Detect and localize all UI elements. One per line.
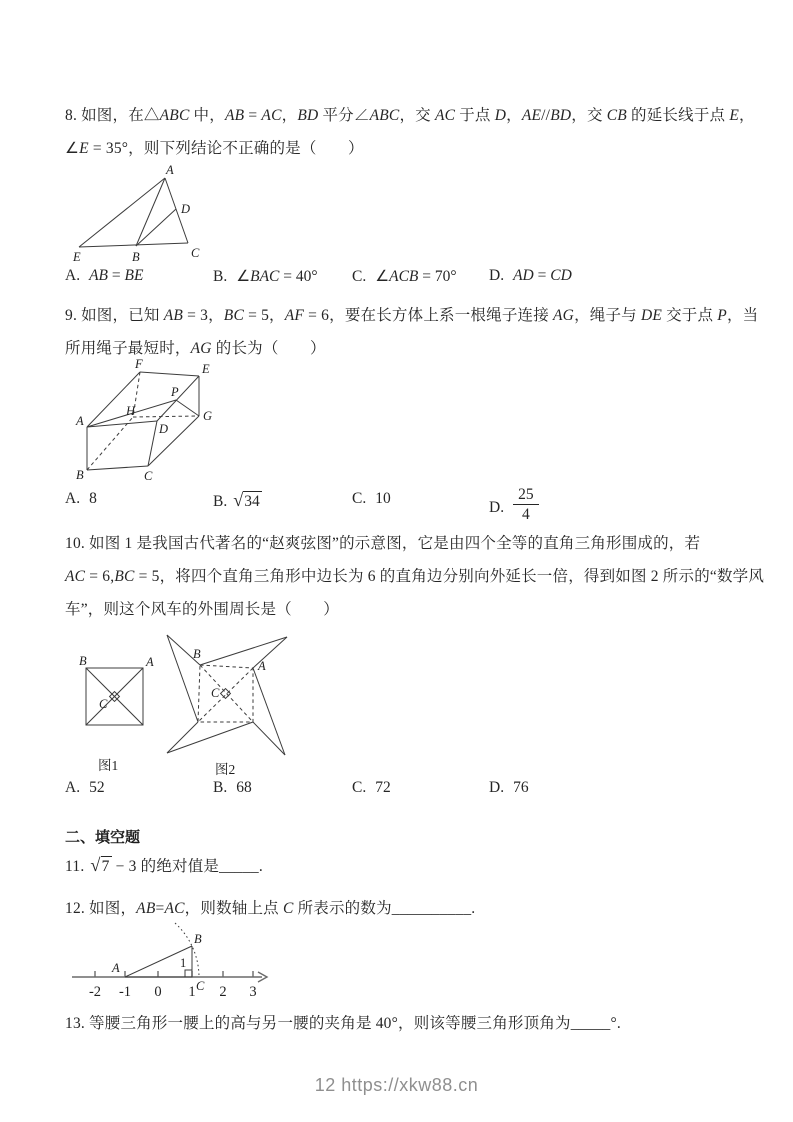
ticklabel-0: 0 [154, 984, 162, 1000]
q8-option-a-text: AB = BE [89, 267, 144, 284]
q10-option-c [352, 779, 391, 797]
q13-line: 13. 等腰三角形一腰上的高与另一腰的夹角是 40°，则该等腰三角形顶角为_____°. [65, 1015, 621, 1032]
q8-option-c [352, 267, 457, 286]
q8-label-b: B [132, 250, 140, 264]
q9-label-a: A [76, 414, 84, 428]
q9-label-f: F [135, 357, 143, 371]
q8-triangle-figure [65, 162, 215, 268]
q8-option-c-text: ∠ACB = 70° [375, 268, 457, 285]
q8-line-1: 8. 如图，在△ABC 中，AB = AC，BD 平分∠ABC，交 AC 于点 D，AE//BD，交 CB 的延长线于点 E， [65, 107, 755, 124]
q9-line-2: 所用绳子最短时，AG 的长为（ ） [65, 340, 326, 357]
right-angle-mark [185, 970, 192, 977]
fig1-label-c: C [99, 697, 108, 711]
q10-option-c-label: C. [352, 779, 367, 796]
q8-label-d: D [181, 202, 191, 216]
sqrt-7 [90, 855, 111, 875]
ticklabel-neg1: -1 [118, 984, 132, 1000]
fig2-caption: 图2 [215, 762, 236, 777]
q10-option-b-label: B. [213, 779, 228, 796]
q9-label-c: C [144, 469, 153, 483]
radical-sign: √ [90, 855, 101, 875]
q10-option-d [489, 779, 529, 797]
radical-sign: √ [233, 490, 244, 510]
q8-option-b-text: ∠BAC = 40° [236, 268, 318, 285]
q9-option-d-label: D. [489, 499, 505, 517]
q9-label-d: D [159, 422, 169, 436]
rope-pg [176, 400, 199, 416]
q12-numberline-figure [65, 918, 280, 1010]
section2-heading: 二、填空题 [65, 829, 141, 846]
edge-hg [133, 416, 199, 417]
q8-option-d-label: D. [489, 267, 505, 284]
blade-bottom-1 [167, 722, 198, 753]
q12-label-c: C [196, 979, 205, 993]
q9-label-p: P [171, 385, 179, 399]
q9-option-c [352, 490, 391, 508]
q10-option-b [213, 779, 252, 797]
q9-line-1: 9. 如图，已知 AB = 3，BC = 5，AF = 6，要在长方体上系一根绳子连接 AG，绳子与 DE 交于点 P，当 [65, 307, 759, 324]
q9-option-b [213, 490, 262, 511]
fig1-label-a: A [146, 655, 154, 669]
fig1-label-b: B [79, 654, 87, 668]
q11-text: − 3 的绝对值是_____. [115, 858, 263, 875]
q12-label-b: B [194, 932, 202, 946]
fig2-blades [167, 635, 287, 755]
fraction-denominator: 4 [521, 506, 530, 524]
blade-right-1 [253, 668, 285, 755]
fig2-dashed-square [198, 665, 253, 722]
q8-options [65, 267, 765, 291]
q10-line-1: 10. 如图 1 是我国古代著名的“赵爽弦图”的示意图，它是由四个全等的直角三角形围成的，若 [65, 535, 701, 552]
q9-option-a-label: A. [65, 490, 81, 507]
q8-line-2: ∠E = 35°，则下列结论不正确的是（ ） [65, 140, 364, 157]
q8-label-a: A [166, 163, 174, 177]
blade-top-1 [200, 637, 287, 665]
q10-option-d-label: D. [489, 779, 505, 796]
q8-option-c-label: C. [352, 268, 367, 285]
edge-ea [79, 178, 165, 247]
edge-ec [79, 243, 188, 247]
fraction-numerator: 25 [513, 486, 539, 505]
q8-label-e: E [73, 250, 81, 264]
radicand: 7 [101, 858, 110, 875]
q10-option-b-text: 68 [236, 779, 252, 796]
q9-label-e: E [202, 362, 210, 376]
q9-option-b-label: B. [213, 493, 228, 510]
fig1-square [86, 668, 143, 725]
fig2-label-c: C [211, 686, 220, 700]
q10-line-3: 车”，则这个风车的外围周长是（ ） [65, 601, 339, 618]
q8-label-c: C [191, 246, 200, 260]
ticklabel-1: 1 [188, 984, 196, 1000]
q12-label-a: A [112, 961, 120, 975]
diagonal-a-bl [198, 668, 253, 722]
q9-option-c-text: 10 [375, 490, 391, 507]
edge-ab [136, 178, 165, 246]
q10-line-2: AC = 6,BC = 5，将四个直角三角形中边长为 6 的直角边分别向外延长一倍，得到如图 2 所示的“数学风 [65, 568, 765, 585]
q9-label-h: H [126, 404, 136, 418]
q10-options [65, 779, 765, 803]
construction-triangle [125, 923, 199, 977]
fig2-label-b: B [193, 647, 201, 661]
fraction-25-4 [513, 486, 539, 523]
blade-bottom-2 [167, 722, 253, 753]
fig1-caption: 图1 [98, 758, 119, 773]
q9-option-c-label: C. [352, 490, 367, 507]
blade-right-2 [253, 722, 285, 755]
q11-number: 11. [65, 858, 85, 875]
right-angle-mark [221, 689, 231, 699]
q9-cuboid-solid-edges [87, 372, 199, 470]
edge-fe [140, 372, 199, 376]
edge-bc [87, 466, 148, 470]
radicand: 34 [244, 493, 260, 510]
ticklabel-2: 2 [219, 984, 227, 1000]
q9-cuboid-figure [75, 358, 220, 484]
q8-triangle-edges [79, 178, 191, 247]
q10-option-d-text: 76 [513, 779, 529, 796]
q8-option-b-label: B. [213, 268, 228, 285]
q9-option-d [489, 486, 539, 527]
q9-label-b: B [76, 468, 84, 482]
q9-cuboid-hidden-edges [87, 372, 199, 470]
ticklabel-3: 3 [249, 984, 257, 1000]
edge-cd [148, 421, 157, 466]
q8-option-b [213, 267, 318, 286]
q8-option-a-label: A. [65, 267, 81, 284]
page-footer-url: 12 https://xkw88.cn [314, 1075, 479, 1095]
q11-line [65, 854, 263, 876]
q10-option-a [65, 779, 105, 797]
q10-figure2-pinwheel [153, 625, 321, 780]
sqrt-34 [233, 490, 262, 510]
q10-option-a-label: A. [65, 779, 81, 796]
ticklabel-neg2: -2 [88, 984, 102, 1000]
q9-option-a-text: 8 [89, 490, 97, 507]
fig2-label-a: A [258, 659, 266, 673]
q12-line: 12. 如图，AB=AC，则数轴上点 C 所表示的数为__________. [65, 900, 476, 917]
q12-label-1: 1 [180, 956, 187, 970]
q10-option-c-text: 72 [375, 779, 391, 796]
q10-option-a-text: 52 [89, 779, 105, 796]
edge-bd [136, 209, 176, 246]
q9-option-a [65, 490, 97, 508]
q8-option-a [65, 267, 143, 285]
q8-option-d [489, 267, 572, 285]
q8-option-d-text: AD = CD [513, 267, 572, 284]
diagonal-b-br [200, 665, 253, 722]
edge-cg [148, 416, 199, 466]
q9-label-g: G [203, 409, 213, 423]
q9-options [65, 486, 765, 524]
